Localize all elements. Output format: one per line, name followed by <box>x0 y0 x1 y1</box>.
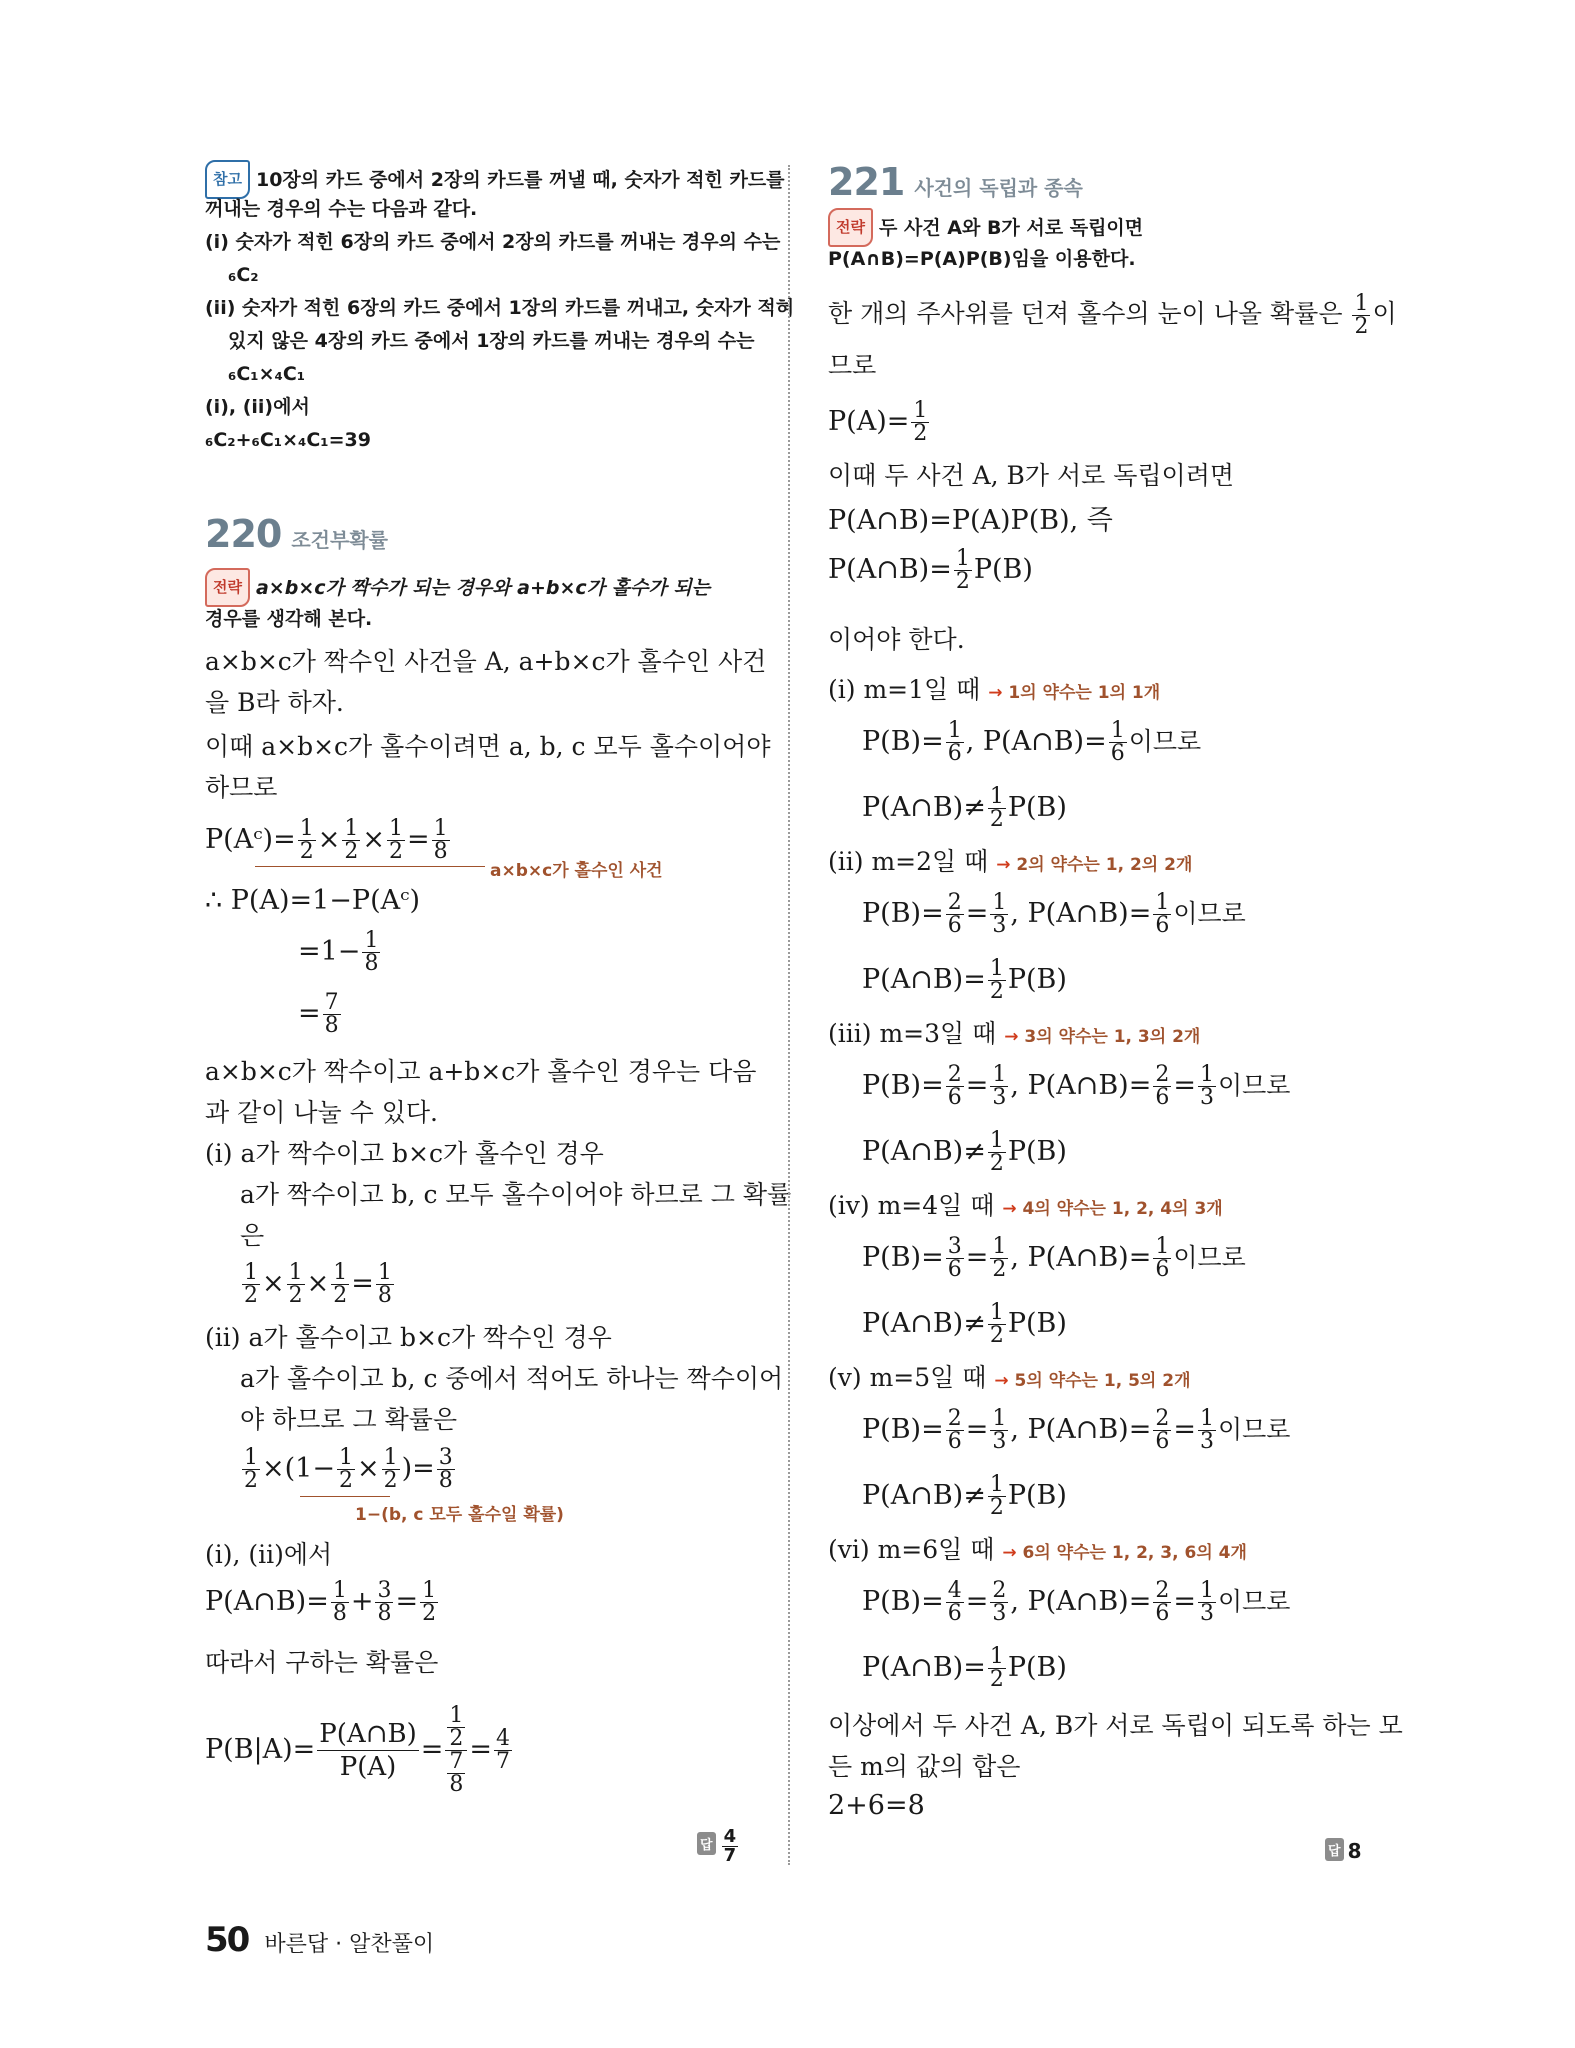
problem-number: 221 <box>828 160 905 204</box>
equation-p-a: P(A)= $\frac{1}{2}$ <box>828 398 928 446</box>
equation-p-a: ∴ P(A)=1−P(Aᶜ) <box>205 885 420 916</box>
text-line: 이때 두 사건 A, B가 서로 독립이려면 <box>828 461 1235 490</box>
text-line: 한 개의 주사위를 던져 홀수의 눈이 나올 확률은 $\frac{1}{2}$ 이 <box>828 291 1397 339</box>
text-line: 이상에서 두 사건 A, B가 서로 독립이 되도록 하는 모 <box>828 1711 1403 1740</box>
answer-221: 답 8 <box>1325 1838 1361 1863</box>
text-line: 므로 <box>828 351 877 380</box>
equation-line: P(A∩B)≠ $\frac{1}{2}$ P(B) <box>862 784 1067 832</box>
equation-case-ii: $\frac{1}{2}$ ×(1− $\frac{1}{2}$ × $\frac{1}{2}$ )= $\frac{3}{8}$ <box>244 1445 453 1493</box>
text-line: (i), (ii)에서 <box>205 1540 333 1569</box>
equation-line: P(B)= $\frac{1}{6}$ , P(A∩B)= $\frac{1}{6}$ 이므로 <box>862 718 1202 766</box>
equation-line: P(A∩B)≠ $\frac{1}{2}$ P(B) <box>862 1128 1067 1176</box>
footer-title: 바른답 · 알찬풀이 <box>264 1932 435 1957</box>
equation-p-b-given-a: P(B|A)= $\frac{P(A\cap B)}{P(A)}$ = $\frac{\frac{1}{2}}{\frac{7}{8}}$ = $\frac{4}{7}$ <box>205 1703 510 1797</box>
problem-number: 220 <box>205 512 282 556</box>
equation-line: P(A∩B)= $\frac{1}{2}$ P(B) <box>862 1644 1067 1692</box>
equation-line: P(B)= $\frac{2}{6}$ = $\frac{1}{3}$ , P(A∩B)= $\frac{2}{6}$ = $\frac{1}{3}$ 이므로 <box>862 1406 1291 1454</box>
case-head: (i) m=1일 때 → 1의 약수는 1의 1개 <box>828 675 1161 704</box>
ref-line-5: (ii) 숫자가 적힌 6장의 카드 중에서 1장의 카드를 꺼내고, 숫자가 적혀 <box>205 297 795 319</box>
equation-line: P(B)= $\frac{4}{6}$ = $\frac{2}{3}$ , P(A∩B)= $\frac{2}{6}$ = $\frac{1}{3}$ 이므로 <box>862 1578 1291 1626</box>
case-head: (v) m=5일 때 → 5의 약수는 1, 5의 2개 <box>828 1363 1191 1392</box>
equation-case-i: $\frac{1}{2}$ × $\frac{1}{2}$ × $\frac{1}{2}$ = $\frac{1}{8}$ <box>244 1260 392 1308</box>
equation-p-ab: P(A∩B)= $\frac{1}{8}$ + $\frac{3}{8}$ = $\frac{1}{2}$ <box>205 1578 437 1626</box>
footer <box>205 1920 434 1960</box>
case-head: (iv) m=4일 때 → 4의 약수는 1, 2, 4의 3개 <box>828 1191 1223 1220</box>
equation-step: =1− $\frac{1}{8}$ <box>298 928 379 976</box>
text-line: 을 B라 하자. <box>205 688 344 717</box>
ref-line-3: (i) 숫자가 적힌 6장의 카드 중에서 2장의 카드를 꺼내는 경우의 수는 <box>205 231 781 253</box>
text-line: 하므로 <box>205 773 278 802</box>
case-head: (vi) m=6일 때 → 6의 약수는 1, 2, 3, 6의 4개 <box>828 1535 1247 1564</box>
text-line: a×b×c가 짝수이고 a+b×c가 홀수인 경우는 다음 <box>205 1057 757 1086</box>
ref-line-2: 꺼내는 경우의 수는 다음과 같다. <box>205 198 478 220</box>
equation-line: P(A∩B)=P(A)P(B), 즉 <box>828 505 1113 536</box>
text-line: 야 하므로 그 확률은 <box>240 1405 458 1434</box>
equation-line: P(B)= $\frac{2}{6}$ = $\frac{1}{3}$ , P(A∩B)= $\frac{1}{6}$ 이므로 <box>862 890 1246 938</box>
underline-annotation <box>300 1496 390 1497</box>
strategy-line-1: 전략 두 사건 A와 B가 서로 독립이면 <box>828 208 1143 247</box>
problem-title: 사건의 독립과 종속 <box>914 176 1083 200</box>
equation-line: P(B)= $\frac{3}{6}$ = $\frac{1}{2}$ , P(A∩B)= $\frac{1}{6}$ 이므로 <box>862 1234 1246 1282</box>
ref-line-9: ₆C₂+₆C₁×₄C₁=39 <box>205 429 371 451</box>
equation-line: P(B)= $\frac{2}{6}$ = $\frac{1}{3}$ , P(A∩B)= $\frac{2}{6}$ = $\frac{1}{3}$ 이므로 <box>862 1062 1291 1110</box>
equation-p-ac: P(Aᶜ)= $\frac{1}{2}$ × $\frac{1}{2}$ × $\frac{1}{2}$ = $\frac{1}{8}$ <box>205 816 448 864</box>
annotation-odd-event: a×b×c가 홀수인 사건 <box>490 861 663 881</box>
annotation-complement: 1−(b, c 모두 홀수일 확률) <box>355 1505 564 1525</box>
strategy-tag: 전략 <box>828 208 873 247</box>
page-number: 50 <box>205 1920 249 1960</box>
equation-line: 2+6=8 <box>828 1790 925 1821</box>
problem-title: 조건부확률 <box>291 528 388 552</box>
strategy-line-2: 경우를 생각해 본다. <box>205 608 373 630</box>
ref-tag: 참고 <box>205 160 250 199</box>
equation-line: P(A∩B)≠ $\frac{1}{2}$ P(B) <box>862 1300 1067 1348</box>
ref-line-6: 있지 않은 4장의 카드 중에서 1장의 카드를 꺼내는 경우의 수는 <box>228 330 755 352</box>
case-i-head: (i) a가 짝수이고 b×c가 홀수인 경우 <box>205 1139 604 1168</box>
text-line: a가 홀수이고 b, c 중에서 적어도 하나는 짝수이어 <box>240 1364 784 1393</box>
underline-annotation <box>255 866 485 867</box>
case-head: (ii) m=2일 때 → 2의 약수는 1, 2의 2개 <box>828 847 1193 876</box>
column-divider <box>788 165 790 1865</box>
problem-221-header <box>828 160 1083 204</box>
case-head: (iii) m=3일 때 → 3의 약수는 1, 3의 2개 <box>828 1019 1201 1048</box>
text-line: 과 같이 나눌 수 있다. <box>205 1098 438 1127</box>
equation-line: P(A∩B)≠ $\frac{1}{2}$ P(B) <box>862 1472 1067 1520</box>
strategy-tag: 전략 <box>205 568 250 607</box>
ref-line-7: ₆C₁×₄C₁ <box>228 363 306 385</box>
equation-line: P(A∩B)= $\frac{1}{2}$ P(B) <box>828 546 1033 594</box>
equation-line: P(A∩B)= $\frac{1}{2}$ P(B) <box>862 956 1067 1004</box>
text-line: 든 m의 값의 합은 <box>828 1752 1021 1781</box>
case-ii-head: (ii) a가 홀수이고 b×c가 짝수인 경우 <box>205 1323 612 1352</box>
strategy-line-2: P(A∩B)=P(A)P(B)임을 이용한다. <box>828 248 1136 270</box>
text-line: 은 <box>240 1221 265 1250</box>
text-line: 이때 a×b×c가 홀수이려면 a, b, c 모두 홀수이어야 <box>205 732 771 761</box>
text-line: 이어야 한다. <box>828 625 965 654</box>
ref-line-1: 참고 10장의 카드 중에서 2장의 카드를 꺼낼 때, 숫자가 적힌 카드를 <box>205 160 785 199</box>
problem-220-header <box>205 512 388 556</box>
equation-step: = $\frac{7}{8}$ <box>298 990 339 1038</box>
ref-line-8: (i), (ii)에서 <box>205 396 310 418</box>
text-line: a가 짝수이고 b, c 모두 홀수이어야 하므로 그 확률 <box>240 1180 792 1209</box>
answer-220: 답 $\frac{4}{7}$ <box>697 1828 740 1865</box>
text-line: 따라서 구하는 확률은 <box>205 1648 439 1677</box>
text-line: a×b×c가 짝수인 사건을 A, a+b×c가 홀수인 사건 <box>205 647 767 676</box>
strategy-line-1: 전략 a×b×c가 짝수가 되는 경우와 a+b×c가 홀수가 되는 <box>205 568 710 607</box>
ref-line-4: ₆C₂ <box>228 264 259 286</box>
